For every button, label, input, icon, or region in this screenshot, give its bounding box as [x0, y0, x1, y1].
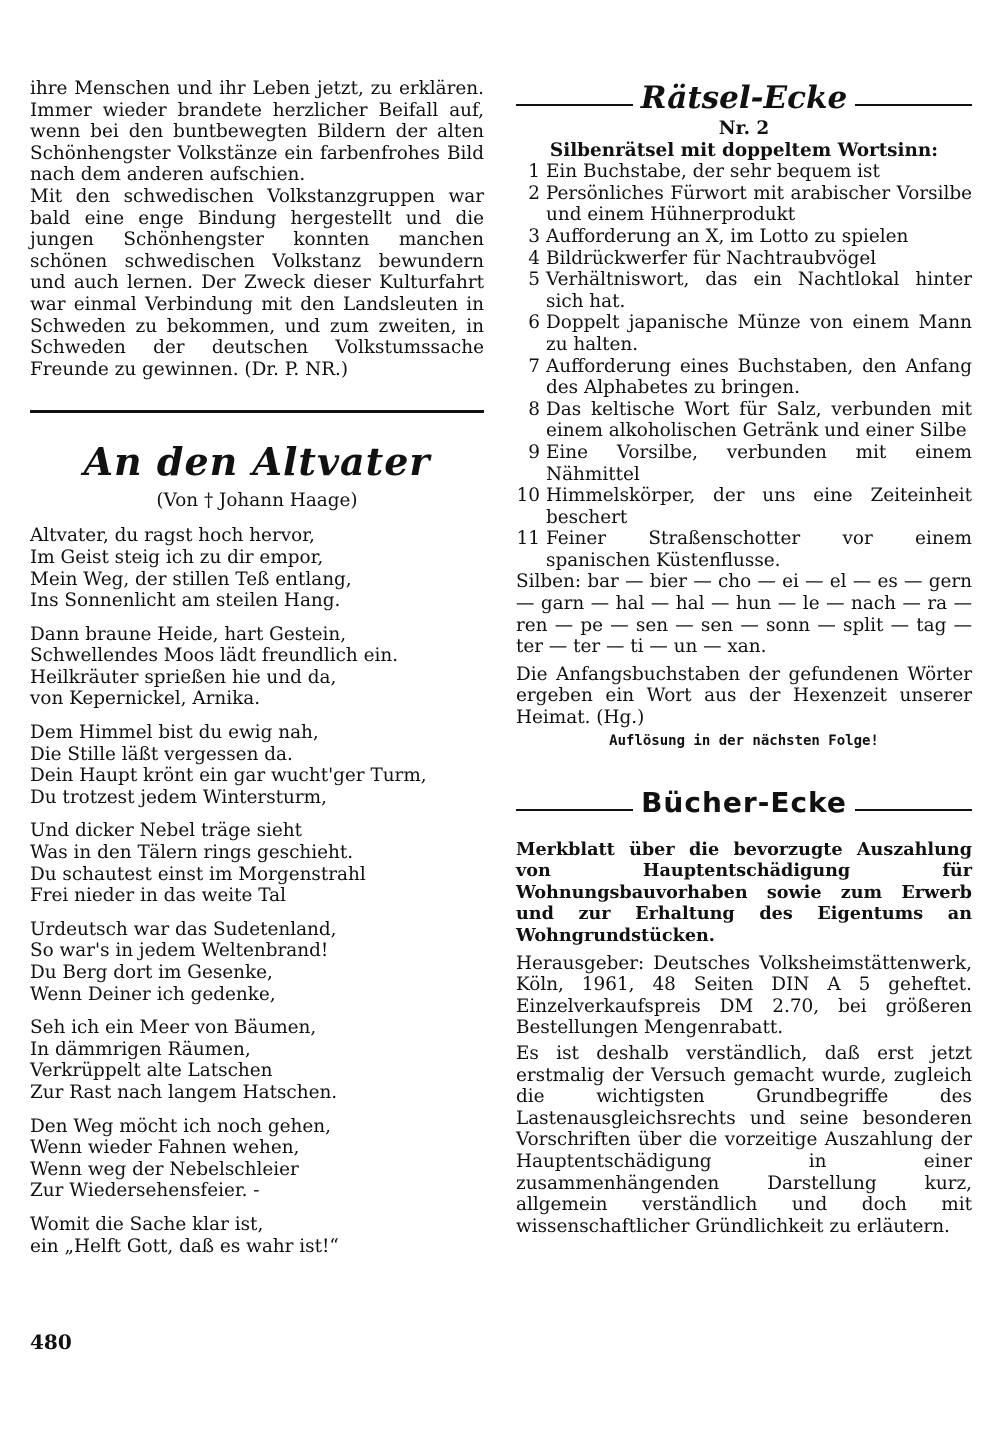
riddle-item: 5 Verhältniswort, das ein Nachtlokal hinter sich hat.	[528, 269, 972, 312]
riddle-item: 1 Ein Buchstabe, der sehr bequem ist	[528, 161, 880, 183]
poem-author: (Von † Johann Haage)	[156, 490, 358, 512]
poem-stanza: Altvater, du ragst hoch hervor, Im Geist steig ich zu dir empor, Mein Weg, der stillen Teß entlang, Ins Sonnenlicht am steilen Hang.	[30, 525, 352, 612]
riddle-item: 7 Aufforderung eines Buchstaben, den Anfang des Alphabetes zu bringen.	[528, 355, 972, 399]
left-column	[30, 78, 484, 1269]
solution-note: Auflösung in der nächsten Folge!	[609, 732, 879, 749]
buecher-heading	[516, 783, 972, 823]
book-publisher: Herausgeber: Deutsches Volksheimstättenwerk, Köln, 1961, 48 Seiten DIN A 5 geheftet. Einzelverkaufspreis DM 2.70, bei größeren Bestellungen Mengenrabatt.	[516, 952, 972, 1039]
raetsel-heading	[516, 78, 972, 118]
poem-stanza: Dem Himmel bist du ewig nah, Die Stille läßt vergessen da. Dein Haupt krönt ein gar wucht'ger Turm, Du trotzest jedem Wintersturm,	[30, 722, 427, 808]
raetsel-number: Nr. 2	[718, 118, 770, 139]
poem-stanza: Den Weg möcht ich noch gehen, Wenn wieder Fahnen wehen, Wenn weg der Nebelschleier Zur Wiedersehensfeier. -	[30, 1115, 331, 1202]
intro-paragraph: ihre Menschen und ihr Leben jetzt, zu erklären. Immer wieder brandete herzlicher Beifall auf, wenn bei den buntbewegten Bildern der alten Schönhengster Volkstänze ein farbenfrohes Bild nach dem anderen aufschien.	[30, 78, 484, 186]
heading-rule	[855, 104, 972, 106]
buecher-title: Bücher-Ecke	[641, 786, 847, 820]
heading-rule	[516, 104, 633, 106]
poem-title: An den Altvater	[83, 439, 431, 485]
heading-rule	[516, 809, 633, 811]
poem-stanza: Dann braune Heide, hart Gestein, Schwellendes Moos lädt freundlich ein. Heilkräuter sprießen hie und da, von Kepernickel, Arnika.	[30, 623, 399, 710]
raetsel-closing: Die Anfangsbuchstaben der gefundenen Wörter ergeben ein Wort aus der Hexenzeit unserer Heimat. (Hg.)	[516, 663, 972, 729]
right-column	[516, 78, 972, 1237]
raetsel-title: Rätsel-Ecke	[640, 80, 848, 116]
book-review: Es ist deshalb verständlich, daß erst jetzt erstmalig der Versuch gemacht wurde, zugleich die wichtigsten Grundbegriffe des Lastenausgleichsrechts und seine besonderen Vorschriften über die vorzeitige Auszahlung der Hauptentschädigung in einer zusammenhängenden Darstellung kurz, allgemein verständlich und doch mit wissenschaftlicher Gründlichkeit zu erläutern.	[516, 1042, 972, 1237]
riddle-list	[510, 161, 972, 571]
riddle-item: 6 Doppelt japanische Münze von einem Mann zu halten.	[528, 312, 972, 355]
intro-paragraph: Mit den schwedischen Volkstanzgruppen war bald eine enge Bindung hergestellt und die jungen Schönhengster konnten manchen schönen schwedischen Volkstanz bewundern und auch lernen. Der Zweck dieser Kulturfahrt war einmal Verbindung mit den Landsleuten in Schweden zu bekommen, und zum zweiten, in Schweden der deutschen Volkstumssache Freunde zu gewinnen. (Dr. P. NR.)	[30, 185, 484, 380]
riddle-item: 3 Aufforderung an X, im Lotto zu spielen	[528, 225, 909, 247]
poem-body	[30, 525, 484, 1257]
poem-stanza: Seh ich ein Meer von Bäumen, In dämmrigen Räumen, Verkrüppelt alte Latschen Zur Rast nach langem Hatschen.	[30, 1017, 338, 1103]
raetsel-subtitle: Silbenrätsel mit doppeltem Wortsinn:	[549, 139, 939, 161]
syllables-list: Silben: bar — bier — cho — ei — el — es — gern — garn — hal — hal — hun — le — nach — ra — ren — pe — sen — sen — sonn — split — tag — ter — ter — ti — un — xan.	[516, 571, 972, 658]
poem-stanza: Womit die Sache klar ist, ein „Helft Gott, daß es wahr ist!“	[30, 1213, 339, 1257]
poem-stanza: Und dicker Nebel träge sieht Was in den Tälern rings geschieht. Du schautest einst im Morgenstrahl Frei nieder in das weite Tal	[30, 820, 366, 907]
riddle-item: 11 Feiner Straßenschotter vor einem spanischen Küstenflusse.	[516, 528, 972, 571]
riddle-item: 8 Das keltische Wort für Salz, verbunden mit einem alkoholischen Getränk und einer Silbe	[528, 398, 972, 442]
heading-rule	[855, 809, 972, 811]
riddle-item: 9 Eine Vorsilbe, verbunden mit einem Nähmittel	[528, 441, 972, 485]
riddle-item: 2 Persönliches Fürwort mit arabischer Vorsilbe und einem Hühnerprodukt	[528, 182, 972, 226]
book-title: Merkblatt über die bevorzugte Auszahlung von Hauptentschädigung für Wohnungsbauvorhaben sowie zum Erwerb und zur Erhaltung des Eigentums an Wohngrundstücken.	[516, 838, 972, 946]
riddle-item: 4 Bildrückwerfer für Nachtraubvögel	[528, 247, 877, 269]
riddle-item: 10 Himmelskörper, der uns eine Zeiteinheit beschert	[516, 485, 972, 528]
poem-stanza: Urdeutsch war das Sudetenland, So war's in jedem Weltenbrand! Du Berg dort im Gesenke, Wenn Deiner ich gedenke,	[30, 918, 337, 1005]
page-number: 480	[30, 1330, 72, 1354]
